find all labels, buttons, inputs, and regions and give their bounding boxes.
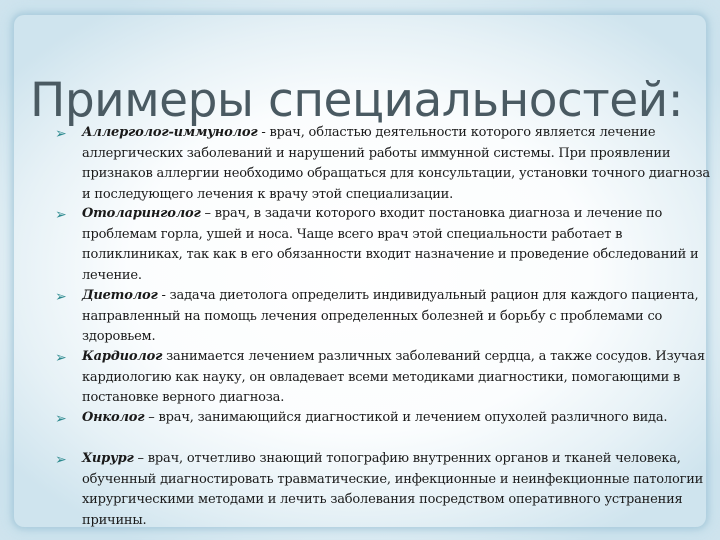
arrowhead-bullet-icon: ➢: [55, 411, 67, 427]
specialty-description: – врач, отчетливо знающий топографию внутренних органов и тканей человека, обученный диагностировать травматические, инфекционные и неинфекционные патологии хирургическими методами и лечить заболевания посредством оперативного устранения причины.: [82, 451, 704, 528]
specialty-description: - задача диетолога определить индивидуальный рацион для каждого пациента, направленный на помощь лечения определенных болезней и борьбу с проблемами со здоровьем.: [82, 288, 699, 344]
arrowhead-bullet-icon: ➢: [55, 452, 67, 468]
specialty-term: Хирург: [82, 451, 134, 466]
list-item-text: [82, 408, 712, 429]
specialty-description: - врач, областью деятельности которого является лечение аллергических заболеваний и нарушений работы иммунной системы. При проявлении признаков аллергии необходимо обращаться для консультации, установки точного диагноза и последующего лечения к врачу этой специализации.: [82, 125, 710, 202]
specialty-term: Отоларинголог: [82, 206, 201, 221]
arrowhead-bullet-icon: ➢: [55, 126, 67, 142]
specialty-term: Аллерголог-иммунолог: [82, 125, 258, 140]
specialty-description: – врач, занимающийся диагностикой и лечением опухолей различного вида.: [144, 410, 668, 425]
specialty-description: занимается лечением различных заболеваний сердца, а также сосудов. Изучая кардиологию как науку, он овладевает всеми методиками диагностики, помогающими в постановке верного диагноза.: [82, 349, 705, 405]
specialty-term: Онколог: [82, 410, 145, 425]
list-item-text: [82, 204, 712, 286]
specialty-term: Диетолог: [82, 288, 158, 303]
arrowhead-bullet-icon: ➢: [55, 289, 67, 305]
slide-title: Примеры специальностей:: [30, 73, 684, 128]
list-item-text: [82, 347, 712, 409]
arrowhead-bullet-icon: ➢: [55, 207, 67, 223]
specialty-term: Кардиолог: [82, 349, 163, 364]
specialty-description: – врач, в задачи которого входит постановка диагноза и лечение по проблемам горла, ушей и носа. Чаще всего врач этой специальности работает в поликлиниках, так как в его обязанности входит назначение и проведение обследований и лечение.: [82, 206, 699, 283]
list-item-text: [82, 449, 712, 531]
list-item-text: [82, 286, 712, 348]
list-item-text: [82, 123, 712, 205]
arrowhead-bullet-icon: ➢: [55, 350, 67, 366]
